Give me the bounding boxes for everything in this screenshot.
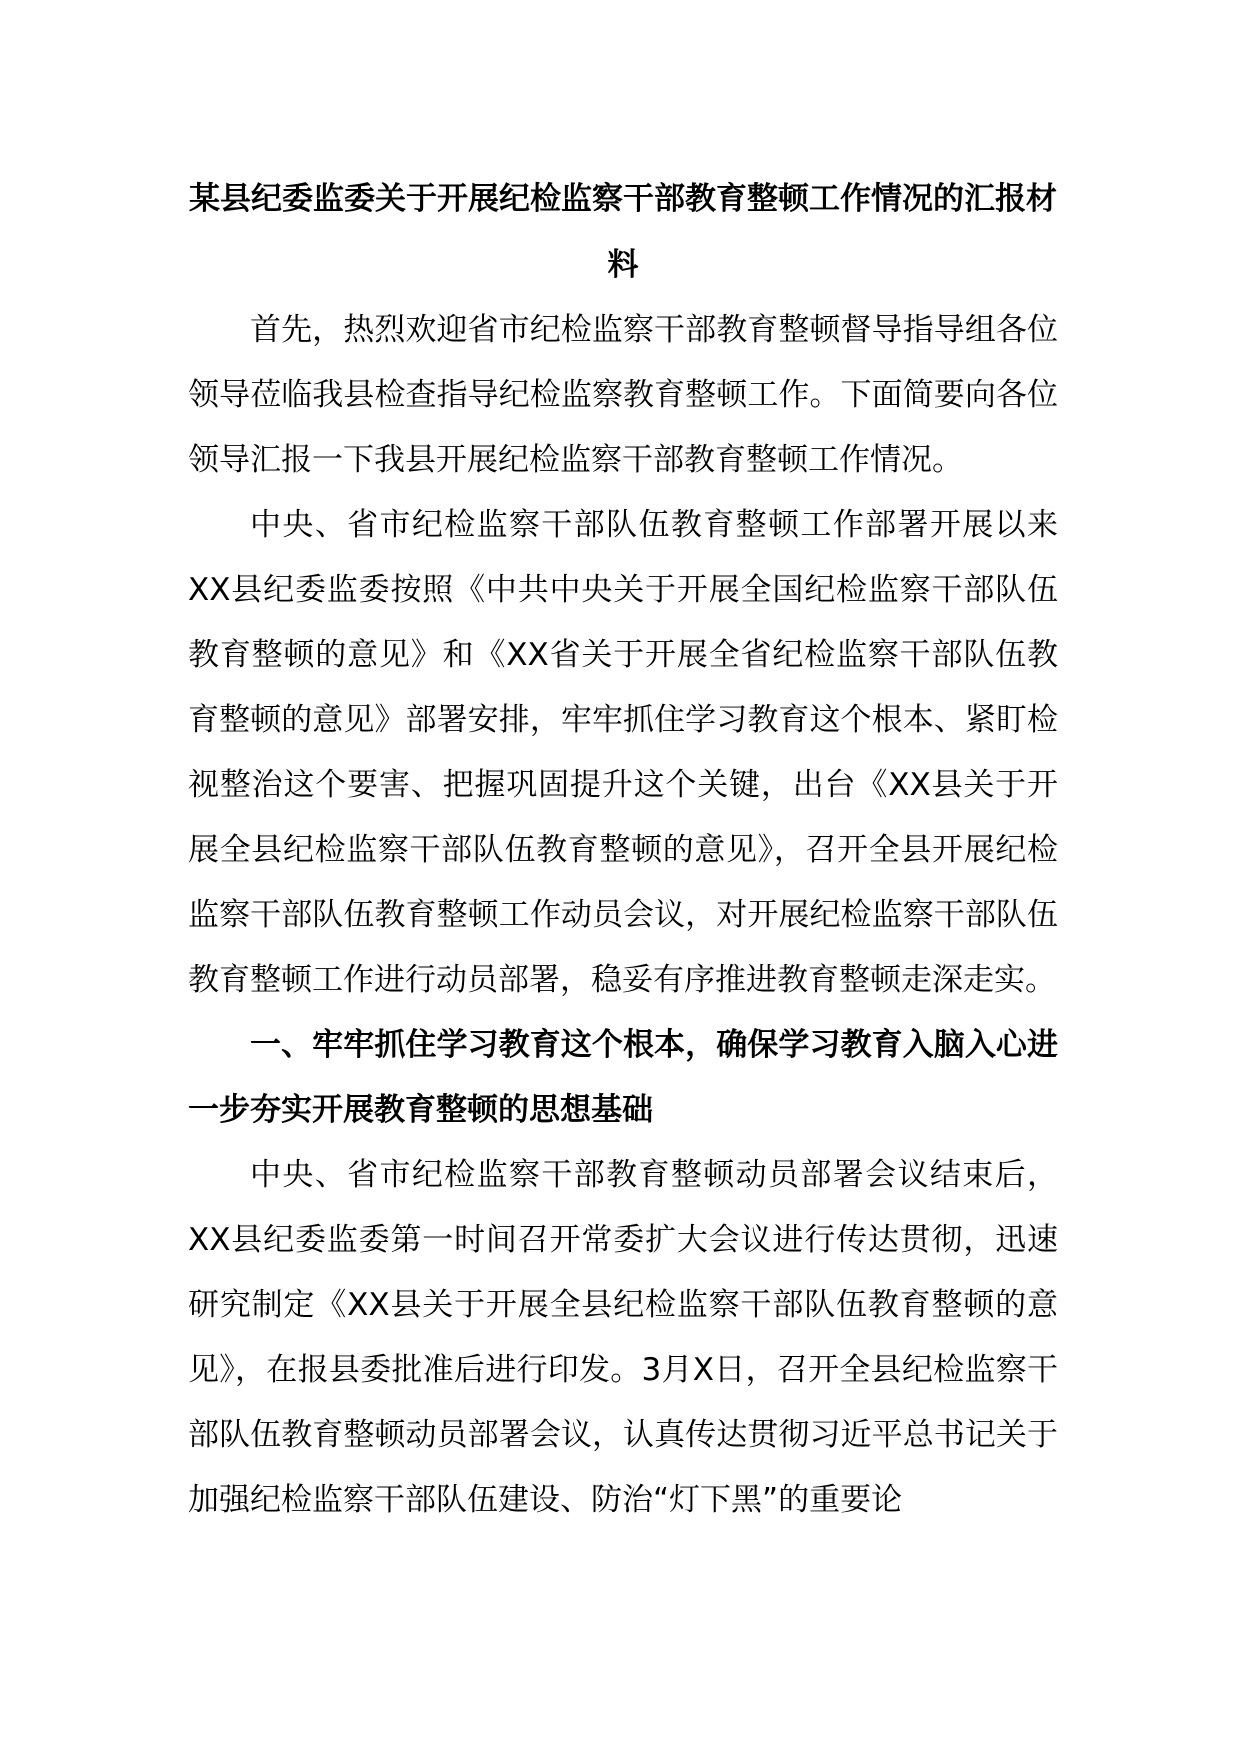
paragraph-intro: 首先，热烈欢迎省市纪检监察干部教育整顿督导指导组各位领导莅临我县检查指导纪检监察教育整顿工作。下面简要向各位领导汇报一下我县开展纪检监察干部教育整顿工作情况。 bbox=[188, 312, 1058, 478]
document-title: 某县纪委监委关于开展纪检监察干部教育整顿工作情况的汇报材料 bbox=[189, 181, 1057, 283]
paragraph-overview: 中央、省市纪检监察干部队伍教育整顿工作部署开展以来XX县纪委监委按照《中共中央关于开展全国纪检监察干部队伍教育整顿的意见》和《XX省关于开展全省纪检监察干部队伍教育整顿的意见》部署安排，牢牢抓住学习教育这个根本、紧盯检视整治这个要害、把握巩固提升这个关键，出台《XX县关于开展全县纪检监察干部队伍教育整顿的意见》，召开全县开展纪检监察干部队伍教育整顿工作动员会议，对开展纪检监察干部队伍教育整顿工作进行动员部署，稳妥有序推进教育整顿走深走实。 bbox=[188, 507, 1058, 998]
document-page bbox=[188, 166, 1058, 1533]
paragraph-section-1: 中央、省市纪检监察干部教育整顿动员部署会议结束后，XX县纪委监委第一时间召开常委扩大会议进行传达贯彻，迅速研究制定《XX县关于开展全县纪检监察干部队伍教育整顿的意见》，在报县委批准后进行印发。3月X日，召开全县纪检监察干部队伍教育整顿动员部署会议，认真传达贯彻习近平总书记关于加强纪检监察干部队伍建设、防治“灯下黑”的重要论 bbox=[188, 1157, 1058, 1518]
section-heading-1: 一、牢牢抓住学习教育这个根本，确保学习教育入脑入心进一步夯实开展教育整顿的思想基础 bbox=[188, 1027, 1058, 1128]
